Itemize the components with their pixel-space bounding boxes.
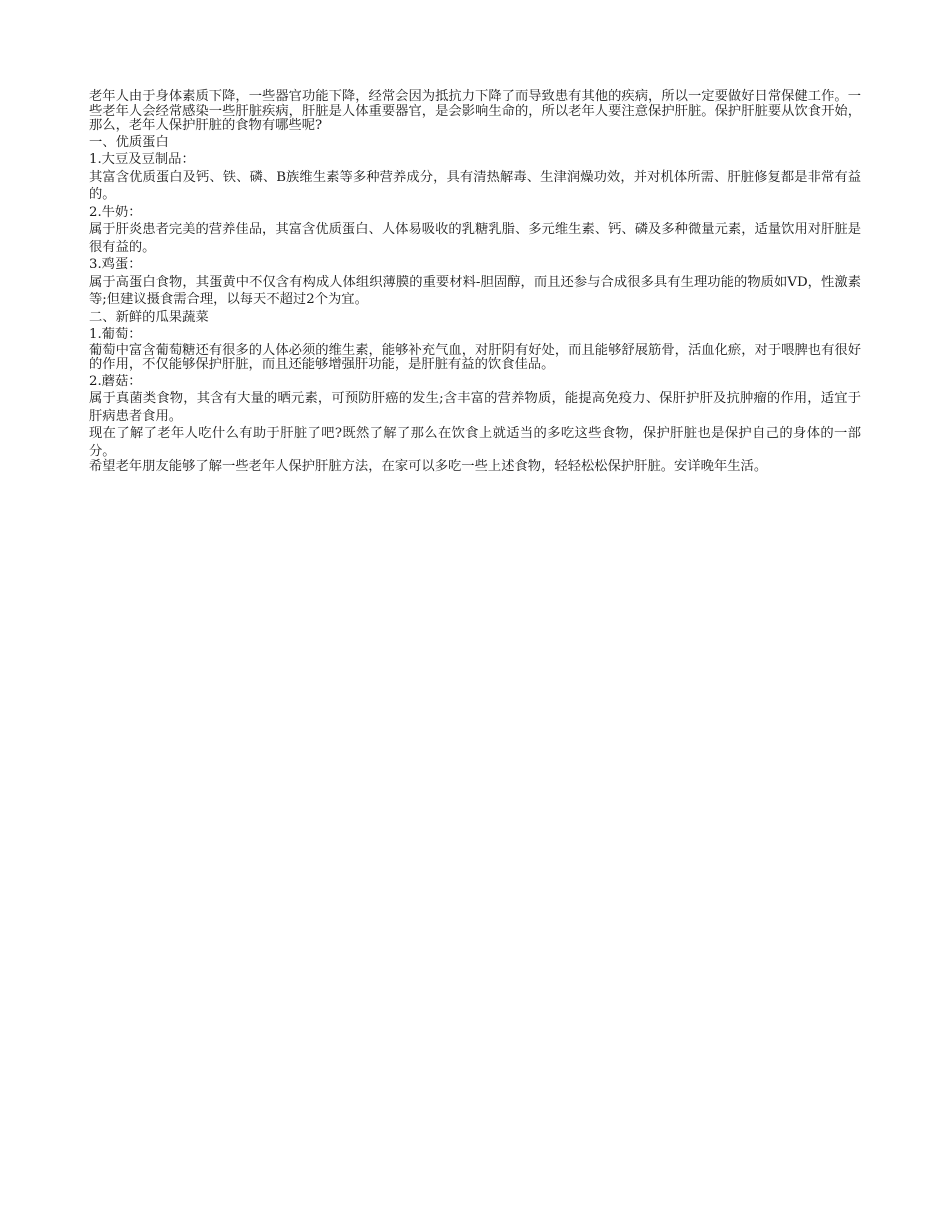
intro-paragraph: 老年人由于身体素质下降，一些器官功能下降，经常会因为抵抗力下降了而导致患有其他的疾病，所以一定要做好日常保健工作。一些老年人会经常感染一些肝脏疾病，肝脏是人体重要器官，是会影响生命的，所以老年人要注意保护肝脏。保护肝脏要从饮食开始，那么，老年人保护肝脏的食物有哪些呢?	[89, 89, 861, 133]
section-heading-produce: 二、新鲜的瓜果蔬菜	[89, 309, 209, 325]
item-body-grape: 葡萄中富含葡萄糖还有很多的人体必须的维生素，能够补充气血，对肝阴有好处，而且能够舒展筋骨，活血化瘀，对于喂脾也有很好的作用，不仅能够保护肝脏，而且还能够增强肝功能，是肝脏有益的饮食佳品。	[89, 342, 861, 372]
item-body-egg: 属于高蛋白食物，其蛋黄中不仅含有构成人体组织薄膜的重要材料-胆固醇，而且还参与合成很多具有生理功能的物质如VD，性激素等;但建议摄食需合理，以每天不超过2个为宜。	[89, 274, 861, 307]
item-title-milk: 2.牛奶：	[89, 204, 142, 220]
item-body-soy: 其富含优质蛋白及钙、铁、磷、B族维生素等多种营养成分，具有清热解毒、生津润燥功效，并对机体所需、肝脏修复都是非常有益的。	[89, 169, 861, 202]
item-title-mushroom: 2.蘑菇：	[89, 373, 142, 389]
conclusion-paragraph-2: 希望老年朋友能够了解一些老年人保护肝脏方法，在家可以多吃一些上述食物，轻轻松松保护肝脏。安详晚年生活。	[89, 459, 768, 474]
section-heading-protein: 一、优质蛋白	[89, 134, 169, 150]
item-body-mushroom: 属于真菌类食物，其含有大量的晒元素，可预防肝癌的发生;含丰富的营养物质，能提高免疫力、保肝护肝及抗肿瘤的作用，适宜于肝病患者食用。	[89, 391, 861, 424]
item-title-soy: 1.大豆及豆制品：	[89, 152, 195, 167]
item-body-milk: 属于肝炎患者完美的营养佳品，其富含优质蛋白、人体易吸收的乳糖乳脂、多元维生素、钙、磷及多种微量元素，适量饮用对肝脏是很有益的。	[89, 222, 861, 255]
document-page	[89, 90, 861, 475]
item-title-egg: 3.鸡蛋：	[89, 257, 142, 272]
item-title-grape: 1.葡萄：	[89, 327, 142, 342]
conclusion-paragraph-1: 现在了解了老年人吃什么有助于肝脏了吧?既然了解了那么在饮食上就适当的多吃这些食物，保护肝脏也是保护自己的身体的一部分。	[89, 426, 861, 459]
